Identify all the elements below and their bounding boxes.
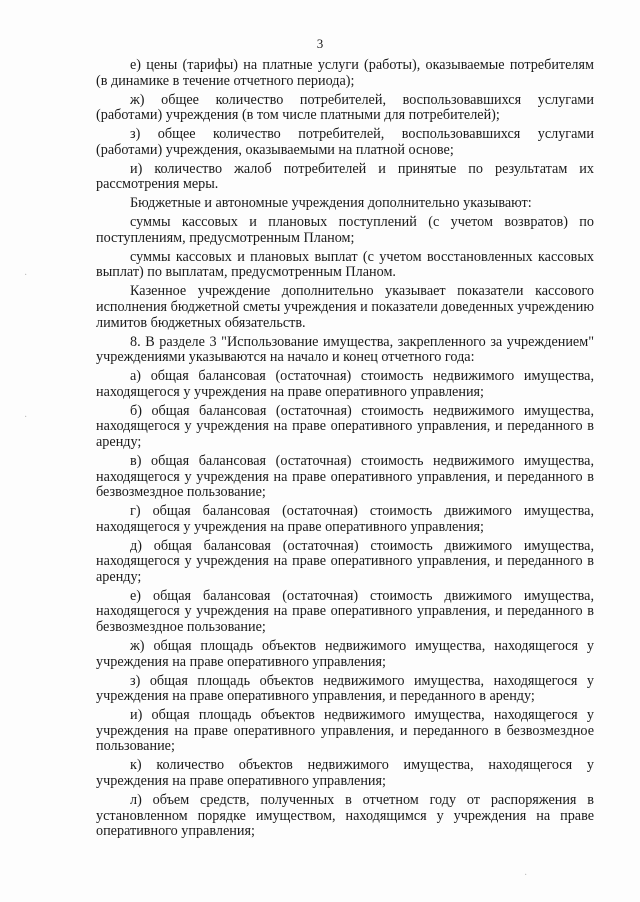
paragraph-budget-institutions: Бюджетные и автономные учреждения дополнительно указывают: [130, 195, 532, 212]
paragraph-i-complaints: и) количество жалоб потребителей и принятые по результатам их рассмотрения меры. [96, 160, 594, 193]
paragraph-e: е) общая балансовая (остаточная) стоимость движимого имущества, находящегося у учреждения на праве оперативного управления, и переданного в безвозмездное пользование; [96, 587, 594, 636]
scan-speck: · [24, 270, 28, 281]
paragraph-a: а) общая балансовая (остаточная) стоимость недвижимого имущества, находящегося у учреждения на праве оперативного управления; [96, 368, 594, 400]
paragraph-zh: ж) общая площадь объектов недвижимого имущества, находящегося у учреждения на праве оперативного управления; [96, 638, 594, 670]
paragraph-z-consumers-paid: з) общее количество потребителей, воспользовавшихся услугами (работами) учреждения, оказываемыми на платной основе; [96, 126, 594, 158]
page-number: 3 [316, 36, 324, 51]
scan-speck: · [524, 870, 528, 881]
paragraph-i: и) общая площадь объектов недвижимого имущества, находящегося у учреждения на праве оперативного управления, и переданного в безвозмездное пользование; [96, 707, 594, 755]
paragraph-d: д) общая балансовая (остаточная) стоимость движимого имущества, находящегося у учреждения на праве оперативного управления, и переданного в аренду; [96, 537, 594, 585]
paragraph-b: б) общая балансовая (остаточная) стоимость недвижимого имущества, находящегося у учреждения на праве оперативного управления, и переданного в аренду; [96, 402, 594, 450]
paragraph-v: в) общая балансовая (остаточная) стоимость недвижимого имущества, находящегося у учреждения на праве оперативного управления, и переданного в безвозмездное пользование; [96, 452, 594, 501]
paragraph-receipts: суммы кассовых и плановых поступлений (с учетом возвратов) по поступлениям, предусмотренным Планом; [96, 214, 594, 246]
paragraph-e-prices: е) цены (тарифы) на платные услуги (работы), оказываемые потребителям (в динамике в течение отчетного периода); [96, 57, 594, 89]
paragraph-k: к) количество объектов недвижимого имущества, находящегося у учреждения на праве оперативного управления; [96, 757, 594, 789]
paragraph-g: г) общая балансовая (остаточная) стоимость движимого имущества, находящегося у учреждения на праве оперативного управления; [96, 503, 594, 535]
body-text [96, 58, 594, 843]
paragraph-zh-consumers-total: ж) общее количество потребителей, воспользовавшихся услугами (работами) учреждения (в том числе платными для потребителей); [96, 91, 594, 124]
paragraph-payments: суммы кассовых и плановых выплат (с учетом восстановленных кассовых выплат) по выплатам, предусмотренным Планом. [96, 248, 594, 281]
paragraph-z: з) общая площадь объектов недвижимого имущества, находящегося у учреждения на праве оперативного управления, и переданного в аренду; [96, 672, 594, 705]
paragraph-state-institution: Казенное учреждение дополнительно указывает показатели кассового исполнения бюджетной сметы учреждения и показатели доведенных учреждению лимитов бюджетных обязательств. [96, 283, 594, 331]
paragraph-l: л) объем средств, полученных в отчетном году от распоряжения в установленном порядке имуществом, находящимся у учреждения на праве оперативного управления; [96, 791, 594, 840]
scan-speck: · [24, 412, 28, 423]
paragraph-section-3: 8. В разделе 3 "Использование имущества, закрепленного за учреждением" учреждениями указываются на начало и конец отчетного года: [96, 333, 594, 366]
